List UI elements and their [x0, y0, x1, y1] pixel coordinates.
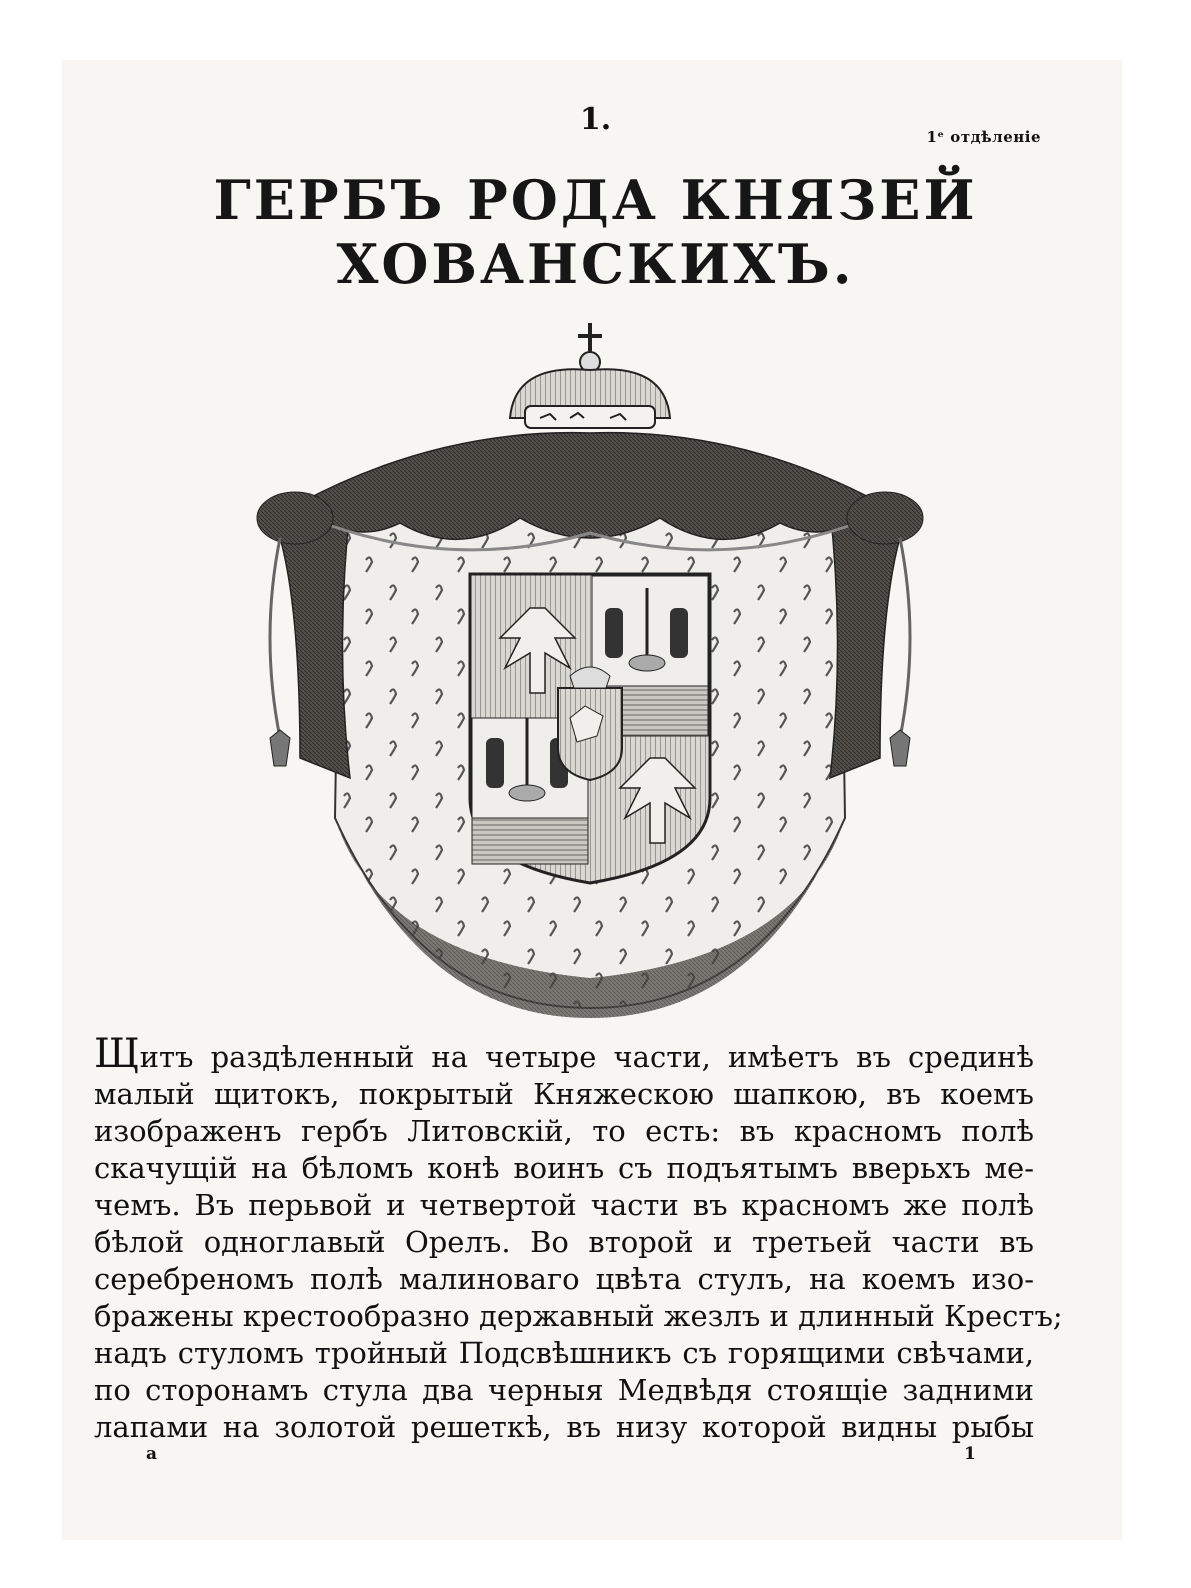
- text-line: серебреномъ полѣ малиноваго цвѣта стулъ, на коемъ изо-: [94, 1262, 1034, 1296]
- description-text: [94, 1031, 1063, 1446]
- section-mark: 1ᵉ отдѣленіе: [926, 128, 1041, 146]
- text-line: надъ стуломъ тройный Подсвѣшникъ съ горящими свѣчами,: [94, 1336, 1034, 1370]
- text-line: по сторонамъ стула два черныя Медвѣдя стоящіе задними: [94, 1373, 1034, 1407]
- coat-of-arms-illustration: [240, 318, 940, 1018]
- text-line: скачущій на бѣломъ конѣ воинъ съ подъятымъ вверьхъ ме-: [94, 1151, 1034, 1185]
- text-line: бражены крестообразно державный жезлъ и длинный Крестъ;: [94, 1299, 1063, 1333]
- page-title: ГЕРБЪ РОДА КНЯЗЕЙ ХОВАНСКИХЪ.: [213, 168, 978, 296]
- signature-mark-right: 1: [964, 1444, 976, 1464]
- heraldic-shield: [470, 574, 710, 883]
- text-line: малый щитокъ, покрытый Княжескою шапкою, въ коемъ: [94, 1077, 1034, 1111]
- princely-crown: [510, 323, 670, 428]
- text-line: лапами на золотой решеткѣ, въ низу которой видны рыбы: [94, 1410, 1034, 1444]
- page-number: 1.: [579, 102, 612, 137]
- text-line: Щитъ раздѣленный на четыре части, имѣетъ въ срединѣ: [94, 1031, 1034, 1077]
- text-line: изображенъ гербъ Литовскій, то есть: въ красномъ полѣ: [94, 1114, 1034, 1148]
- text-line: чемъ. Въ перьвой и четвертой части въ красномъ же полѣ: [94, 1188, 1034, 1222]
- text-line: бѣлой одноглавый Орелъ. Во второй и третьей части въ: [94, 1225, 1034, 1259]
- signature-mark-left: a: [146, 1444, 158, 1464]
